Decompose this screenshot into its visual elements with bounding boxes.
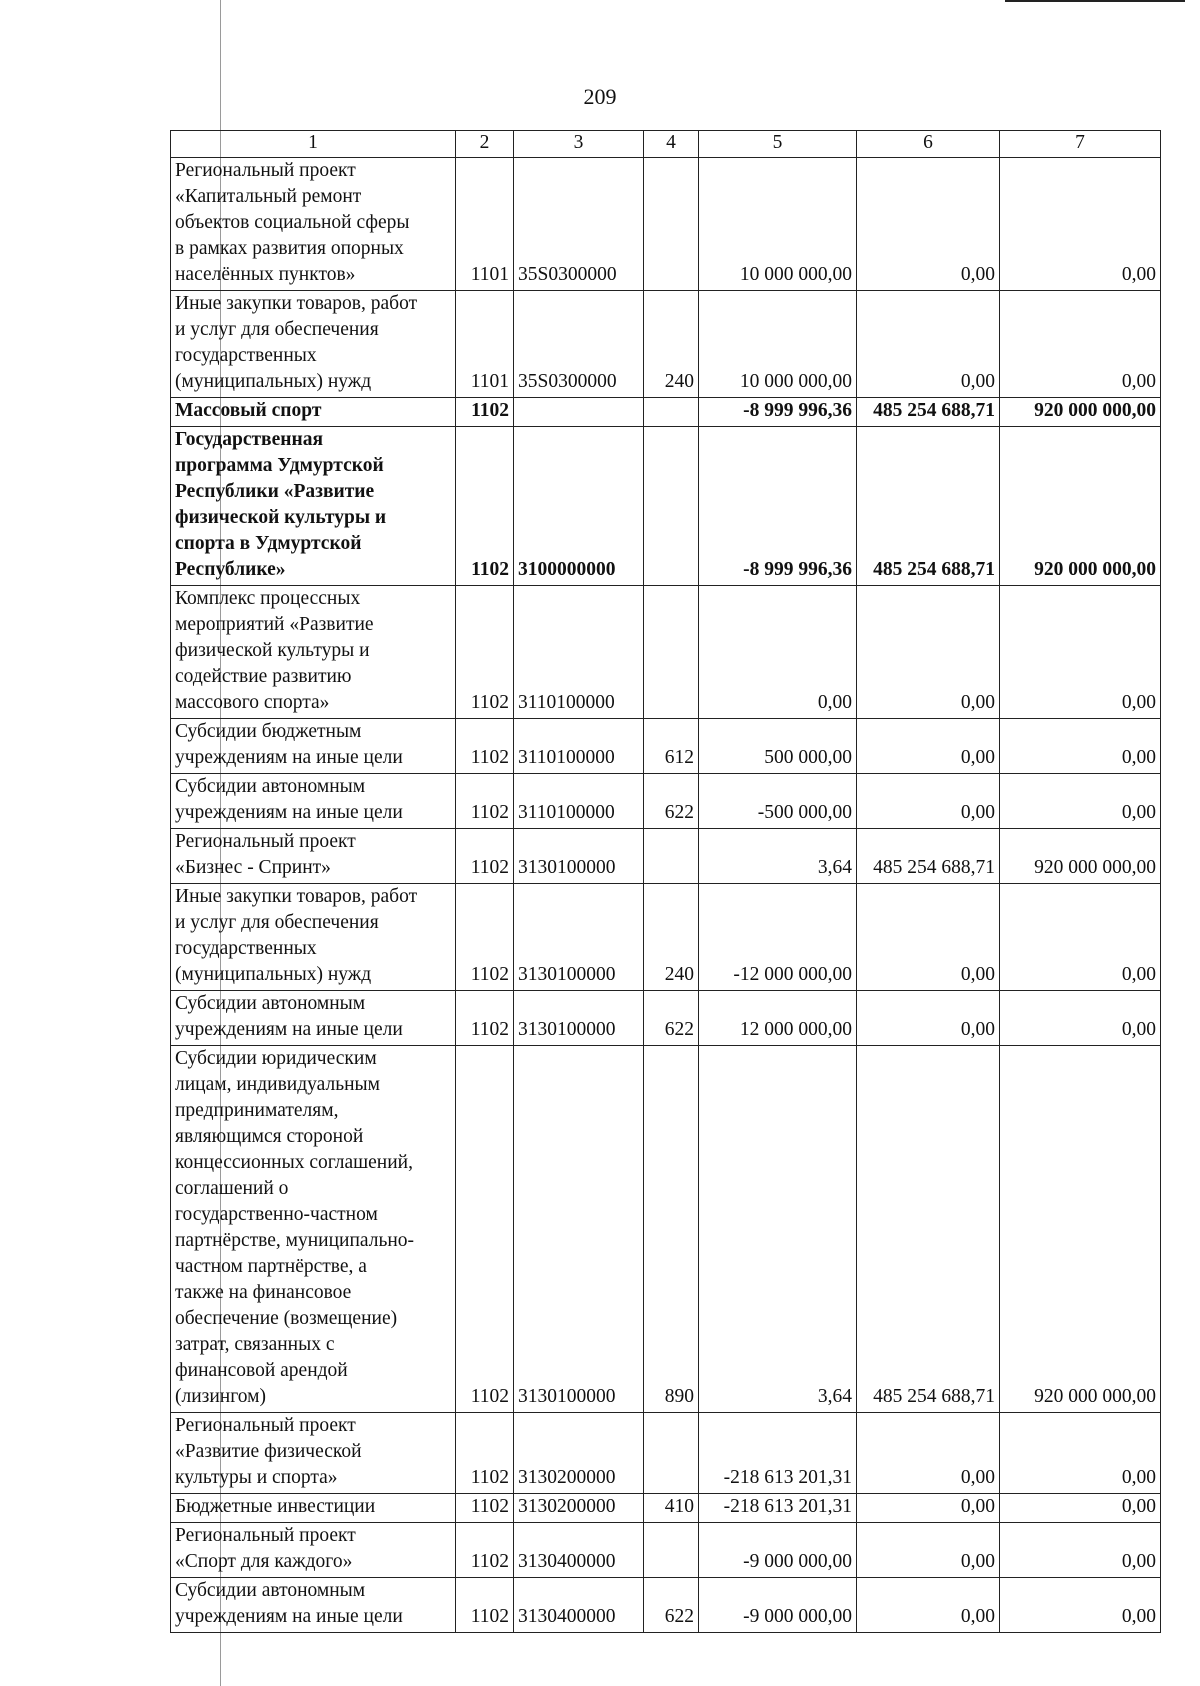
row-amount-col6-cell: 0,00 (857, 774, 1000, 829)
table-row (171, 829, 1161, 884)
table-row (171, 427, 1161, 586)
row-name-cell: Субсидии автономным учреждениям на иные цели (171, 1578, 456, 1633)
row-section-cell: 1102 (456, 774, 514, 829)
row-amount-col7-cell: 0,00 (1000, 1578, 1161, 1633)
table-row (171, 719, 1161, 774)
row-amount-col7-cell: 0,00 (1000, 719, 1161, 774)
row-type-cell (644, 1523, 699, 1578)
row-target-cell: 3130100000 (514, 829, 644, 884)
table-row (171, 291, 1161, 398)
row-type-cell (644, 427, 699, 586)
row-target-cell: 3130100000 (514, 884, 644, 991)
row-section-cell: 1101 (456, 291, 514, 398)
row-name-cell: Массовый спорт (171, 398, 456, 427)
row-target-cell (514, 398, 644, 427)
row-name-cell: Субсидии юридическим лицам, индивидуальным предпринимателям, являющимся стороной концессионных соглашений, соглашений о государственно-частном партнёрстве, муниципально- частном партнёрстве, а также на финансовое обеспечение (возмещение) затрат, связанных с финансовой арендой (лизингом) (171, 1046, 456, 1413)
row-amount-col6-cell: 0,00 (857, 1413, 1000, 1494)
row-amount-col6-cell: 0,00 (857, 991, 1000, 1046)
header-cell-3: 3 (514, 131, 644, 158)
row-amount-col5-cell: -9 000 000,00 (699, 1578, 857, 1633)
row-amount-col5-cell: 3,64 (699, 829, 857, 884)
header-cell-2: 2 (456, 131, 514, 158)
row-amount-col6-cell: 485 254 688,71 (857, 398, 1000, 427)
row-amount-col7-cell: 0,00 (1000, 1494, 1161, 1523)
row-amount-col6-cell: 0,00 (857, 586, 1000, 719)
row-section-cell: 1102 (456, 1578, 514, 1633)
row-target-cell: 3110100000 (514, 774, 644, 829)
page-number: 209 (583, 84, 617, 109)
budget-table-body (171, 131, 1161, 1633)
row-name-cell: Субсидии автономным учреждениям на иные цели (171, 991, 456, 1046)
table-row (171, 1046, 1161, 1413)
table-row (171, 1413, 1161, 1494)
row-type-cell: 622 (644, 1578, 699, 1633)
row-section-cell: 1102 (456, 719, 514, 774)
row-type-cell: 240 (644, 884, 699, 991)
table-row (171, 586, 1161, 719)
row-name-cell: Региональный проект «Капитальный ремонт объектов социальной сферы в рамках развития опорных населённых пунктов» (171, 158, 456, 291)
header-cell-7: 7 (1000, 131, 1161, 158)
row-amount-col6-cell: 0,00 (857, 158, 1000, 291)
table-row (171, 884, 1161, 991)
row-target-cell: 3130100000 (514, 991, 644, 1046)
row-amount-col6-cell: 485 254 688,71 (857, 829, 1000, 884)
row-section-cell: 1102 (456, 829, 514, 884)
table-row (171, 1523, 1161, 1578)
row-name-cell: Бюджетные инвестиции (171, 1494, 456, 1523)
row-amount-col7-cell: 0,00 (1000, 1523, 1161, 1578)
row-amount-col6-cell: 485 254 688,71 (857, 1046, 1000, 1413)
row-type-cell (644, 158, 699, 291)
table-row (171, 1494, 1161, 1523)
header-cell-5: 5 (699, 131, 857, 158)
row-amount-col5-cell: -218 613 201,31 (699, 1494, 857, 1523)
row-section-cell: 1102 (456, 398, 514, 427)
table-row (171, 158, 1161, 291)
row-target-cell: 35S0300000 (514, 158, 644, 291)
row-amount-col7-cell: 0,00 (1000, 586, 1161, 719)
row-type-cell: 622 (644, 991, 699, 1046)
table-row (171, 774, 1161, 829)
row-amount-col5-cell: -500 000,00 (699, 774, 857, 829)
row-section-cell: 1102 (456, 884, 514, 991)
row-name-cell: Субсидии бюджетным учреждениям на иные цели (171, 719, 456, 774)
row-section-cell: 1102 (456, 586, 514, 719)
row-amount-col5-cell: 3,64 (699, 1046, 857, 1413)
row-amount-col5-cell: -218 613 201,31 (699, 1413, 857, 1494)
row-section-cell: 1102 (456, 427, 514, 586)
row-section-cell: 1102 (456, 1523, 514, 1578)
top-edge-rule (1005, 0, 1185, 2)
row-amount-col7-cell: 0,00 (1000, 884, 1161, 991)
row-amount-col7-cell: 0,00 (1000, 991, 1161, 1046)
row-name-cell: Региональный проект «Бизнес - Спринт» (171, 829, 456, 884)
row-type-cell (644, 398, 699, 427)
row-section-cell: 1102 (456, 1413, 514, 1494)
row-amount-col5-cell: 0,00 (699, 586, 857, 719)
row-amount-col7-cell: 920 000 000,00 (1000, 829, 1161, 884)
row-amount-col5-cell: -12 000 000,00 (699, 884, 857, 991)
row-type-cell: 622 (644, 774, 699, 829)
row-amount-col6-cell: 0,00 (857, 1578, 1000, 1633)
row-amount-col5-cell: -9 000 000,00 (699, 1523, 857, 1578)
row-amount-col6-cell: 0,00 (857, 1523, 1000, 1578)
row-amount-col5-cell: 10 000 000,00 (699, 158, 857, 291)
row-target-cell: 35S0300000 (514, 291, 644, 398)
header-cell-6: 6 (857, 131, 1000, 158)
row-type-cell (644, 829, 699, 884)
row-name-cell: Иные закупки товаров, работ и услуг для обеспечения государственных (муниципальных) нужд (171, 291, 456, 398)
budget-table (170, 130, 1161, 1633)
row-amount-col5-cell: 500 000,00 (699, 719, 857, 774)
row-target-cell: 3110100000 (514, 719, 644, 774)
row-name-cell: Комплекс процессных мероприятий «Развитие физической культуры и содействие развитию массового спорта» (171, 586, 456, 719)
row-amount-col6-cell: 0,00 (857, 884, 1000, 991)
row-amount-col5-cell: 10 000 000,00 (699, 291, 857, 398)
row-name-cell: Государственная программа Удмуртской Республики «Развитие физической культуры и спорта в Удмуртской Республике» (171, 427, 456, 586)
table-row (171, 398, 1161, 427)
row-amount-col7-cell: 920 000 000,00 (1000, 1046, 1161, 1413)
row-type-cell (644, 1413, 699, 1494)
row-type-cell (644, 586, 699, 719)
header-cell-1: 1 (171, 131, 456, 158)
row-amount-col5-cell: -8 999 996,36 (699, 427, 857, 586)
row-section-cell: 1102 (456, 991, 514, 1046)
row-amount-col7-cell: 920 000 000,00 (1000, 427, 1161, 586)
table-row (171, 991, 1161, 1046)
row-amount-col5-cell: 12 000 000,00 (699, 991, 857, 1046)
row-amount-col6-cell: 485 254 688,71 (857, 427, 1000, 586)
row-section-cell: 1102 (456, 1046, 514, 1413)
row-amount-col7-cell: 0,00 (1000, 158, 1161, 291)
row-target-cell: 3130200000 (514, 1494, 644, 1523)
row-name-cell: Региональный проект «Спорт для каждого» (171, 1523, 456, 1578)
row-type-cell: 240 (644, 291, 699, 398)
row-amount-col7-cell: 0,00 (1000, 1413, 1161, 1494)
row-target-cell: 3100000000 (514, 427, 644, 586)
row-target-cell: 3130400000 (514, 1523, 644, 1578)
row-type-cell: 612 (644, 719, 699, 774)
row-amount-col5-cell: -8 999 996,36 (699, 398, 857, 427)
row-target-cell: 3130400000 (514, 1578, 644, 1633)
row-section-cell: 1102 (456, 1494, 514, 1523)
row-amount-col6-cell: 0,00 (857, 719, 1000, 774)
header-cell-4: 4 (644, 131, 699, 158)
row-amount-col6-cell: 0,00 (857, 1494, 1000, 1523)
row-amount-col7-cell: 0,00 (1000, 291, 1161, 398)
row-type-cell: 410 (644, 1494, 699, 1523)
row-amount-col7-cell: 920 000 000,00 (1000, 398, 1161, 427)
row-amount-col7-cell: 0,00 (1000, 774, 1161, 829)
row-name-cell: Субсидии автономным учреждениям на иные цели (171, 774, 456, 829)
row-target-cell: 3130200000 (514, 1413, 644, 1494)
row-type-cell: 890 (644, 1046, 699, 1413)
row-section-cell: 1101 (456, 158, 514, 291)
row-name-cell: Иные закупки товаров, работ и услуг для обеспечения государственных (муниципальных) нужд (171, 884, 456, 991)
table-row (171, 1578, 1161, 1633)
row-name-cell: Региональный проект «Развитие физической культуры и спорта» (171, 1413, 456, 1494)
table-header-row (171, 131, 1161, 158)
row-target-cell: 3110100000 (514, 586, 644, 719)
row-target-cell: 3130100000 (514, 1046, 644, 1413)
row-amount-col6-cell: 0,00 (857, 291, 1000, 398)
